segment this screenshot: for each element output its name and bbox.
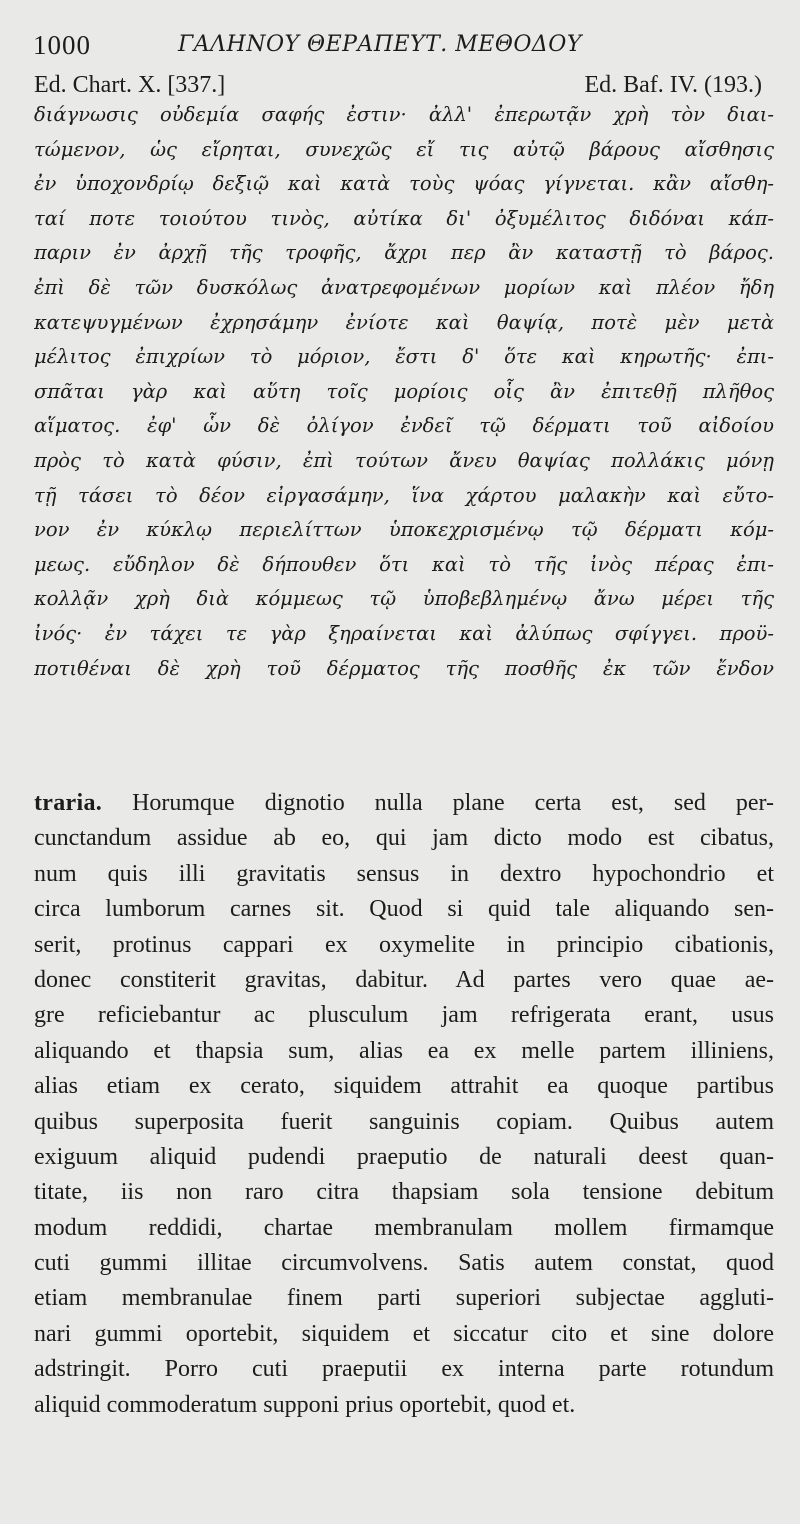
latin-text-line: nari gummi oportebit, siquidem et siccatur cito et sine dolore (34, 1320, 774, 1347)
greek-text-line: ἐπὶ δὲ τῶν δυσκόλως ἀνατρεφομένων μορίων καὶ πλέον ἤδη (34, 275, 774, 299)
greek-text-line: μεως. εὔδηλον δὲ δήπουθεν ὅτι καὶ τὸ τῆς ἰνὸς πέρας ἐπι- (34, 552, 774, 576)
greek-text-line: κολλᾷν χρὴ διὰ κόμμεως τῷ ὑποβεβλημένῳ ἄνω μέρει τῆς (34, 587, 774, 611)
latin-text-line (34, 786, 774, 821)
latin-text-line: donec constiterit gravitas, dabitur. Ad partes vero quae ae- (34, 966, 774, 993)
latin-text-line: aliquando et thapsia sum, alias ea ex melle partem illiniens, (34, 1037, 774, 1064)
greek-text-line: τῇ τάσει τὸ δέον εἰργασάμην, ἵνα χάρτου μαλακὴν καὶ εὔτο- (34, 483, 774, 507)
greek-text-line: διάγνωσις οὐδεμία σαφής ἐστιν· ἀλλ' ἐπερωτᾷν χρὴ τὸν διαι- (34, 103, 774, 126)
latin-text-block (34, 786, 774, 1423)
page-number: 1000 (33, 30, 91, 60)
latin-text-line: gre reficiebantur ac plusculum jam refrigerata erant, usus (34, 1002, 774, 1029)
latin-text-line: adstringit. Porro cuti praeputii ex interna parte rotundum (34, 1356, 774, 1383)
greek-text-line: μέλιτος ἐπιχρίων τὸ μόριον, ἔστι δ' ὅτε καὶ κηρωτῆς· ἐπι- (34, 345, 774, 369)
greek-text-line: πρὸς τὸ κατὰ φύσιν, ἐπὶ τούτων ἄνευ θαψίας πολλάκις μόνῃ (34, 448, 774, 472)
greek-text-line: τώμενον, ὡς εἴρηται, συνεχῶς εἴ τις αὐτῷ βάρους αἴσθησις (34, 137, 774, 161)
greek-text-line: σπᾶται γὰρ καὶ αὕτη τοῖς μορίοις οἷς ἂν ἐπιτεθῇ πλῆθος (34, 379, 774, 403)
greek-text-line: αἵματος. ἐφ' ὧν δὲ ὀλίγον ἐνδεῖ τῷ δέρματι τοῦ αἰδοίου (34, 414, 774, 438)
latin-continuation-word: traria. (34, 790, 103, 816)
latin-line-text: Horumque dignotio nulla plane certa est, sed per- (102, 790, 774, 816)
greek-text-line: ποτιθέναι δὲ χρὴ τοῦ δέρματος τῆς ποσθῆς ἐκ τῶν ἔνδον (34, 656, 774, 680)
latin-text-line: circa lumborum carnes sit. Quod si quid tale aliquando sen- (34, 896, 774, 923)
latin-text-line: num quis illi gravitatis sensus in dextro hypochondrio et (34, 860, 774, 887)
greek-text-line: ἐν ὑποχονδρίῳ δεξιῷ καὶ κατὰ τοὺς ψόας γίγνεται. κἂν αἴσθη- (34, 172, 774, 196)
edition-reference-left: Ed. Chart. X. [337.] (34, 72, 226, 98)
greek-text-line: παριν ἐν ἀρχῇ τῆς τροφῆς, ἄχρι περ ἂν καταστῇ τὸ βάρος. (34, 241, 774, 265)
latin-text-line: alias etiam ex cerato, siquidem attrahit ea quoque partibus (34, 1073, 774, 1100)
greek-text-line: νον ἐν κύκλῳ περιελίττων ὑποκεχρισμένῳ τῷ δέρματι κόμ- (34, 518, 774, 542)
latin-text-line: etiam membranulae finem parti superiori subjectae aggluti- (34, 1285, 774, 1312)
latin-text-line: quibus superposita fuerit sanguinis copiam. Quibus autem (34, 1108, 774, 1135)
latin-text-line: aliquid commoderatum supponi prius oportebit, quod et. (34, 1391, 576, 1418)
edition-reference-right: Ed. Baf. IV. (193.) (584, 72, 762, 98)
latin-text-line: serit, protinus cappari ex oxymelite in principio cibationis, (34, 931, 774, 958)
latin-text-line: modum reddidi, chartae membranulam mollem firmamque (34, 1214, 774, 1241)
greek-text-line: ταί ποτε τοιούτου τινὸς, αὐτίκα δι' ὀξυμέλιτος διδόναι κάπ- (34, 206, 774, 230)
greek-text-line: κατεψυγμένων ἐχρησάμην ἐνίοτε καὶ θαψίᾳ, ποτὲ μὲν μετὰ (34, 310, 774, 334)
latin-text-line: exiguum aliquid pudendi praeputio de naturali deest quan- (34, 1143, 774, 1170)
page-header (33, 30, 773, 70)
running-title: ΓΑΛΗΝΟΥ ΘΕΡΑΠΕΥΤ. ΜΕΘΟΔΟΥ (178, 32, 582, 57)
latin-text-line: cuti gummi illitae circumvolvens. Satis autem constat, quod (34, 1250, 774, 1277)
latin-text-line: titate, iis non raro citra thapsiam sola tensione debitum (34, 1179, 774, 1206)
latin-text-line: cunctandum assidue ab eo, qui jam dicto modo est cibatus, (34, 825, 774, 852)
greek-text-block (34, 98, 774, 686)
greek-text-line: ἰνός· ἐν τάχει τε γὰρ ξηραίνεται καὶ ἀλύπως σφίγγει. προϋ- (34, 621, 774, 645)
